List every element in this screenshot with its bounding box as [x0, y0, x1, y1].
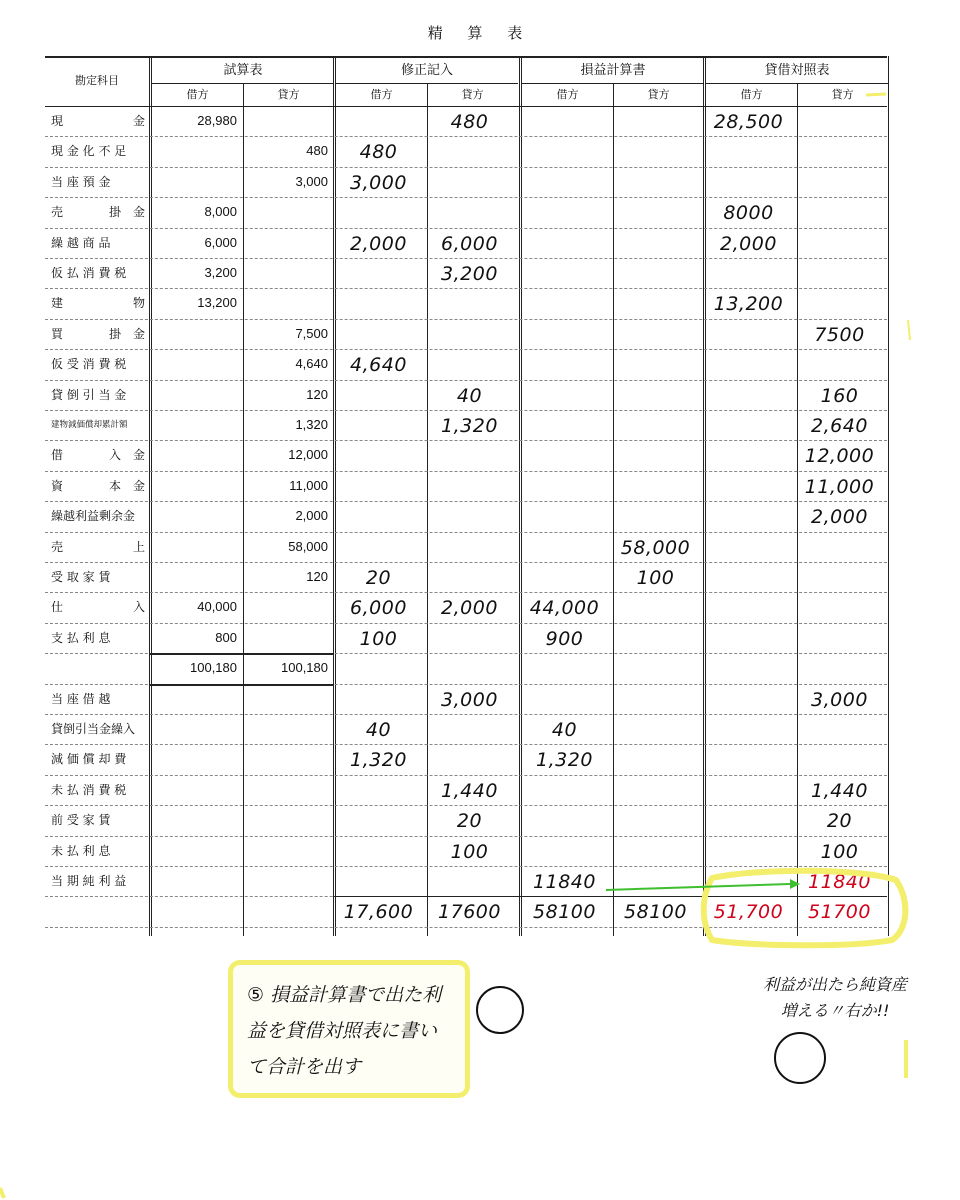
- tb-dr-value: 13,200: [197, 295, 237, 311]
- account-name: [51, 380, 145, 410]
- ad-cr-value: 3,000: [441, 688, 498, 711]
- pl-dr-value: 58100: [533, 901, 596, 924]
- total-rule: [149, 684, 333, 686]
- ad-cr-value: 480: [450, 111, 489, 133]
- group-header-ad: 修正記入: [336, 58, 518, 84]
- tb-dr-value: 100,180: [190, 660, 237, 676]
- study-note-text: ⑤ 損益計算書で出た利益を貸借対照表に書いて合計を出す: [247, 984, 442, 1078]
- side-note-text: 利益が出たら純資産増える〃右か!!: [762, 975, 907, 1020]
- table-row: [45, 167, 887, 198]
- tb-dr-value: 40,000: [197, 599, 237, 615]
- account-name-part: 仕: [51, 600, 64, 615]
- doodle-face-right: [774, 1032, 826, 1084]
- table-row: [45, 866, 887, 897]
- group-header-bs: 貸借対照表: [706, 58, 888, 84]
- account-name-part: 仮 受 消 費 税: [51, 357, 127, 372]
- account-name-part: 入: [132, 600, 145, 615]
- tb-dr-value: 6,000: [204, 234, 237, 250]
- account-name-part: 建物減価償却累計額: [51, 420, 128, 430]
- account-name: [51, 805, 145, 835]
- account-name: [51, 258, 145, 288]
- tb-cr-value: 11,000: [289, 477, 328, 493]
- table-row: [45, 623, 887, 654]
- table-row: [45, 714, 887, 745]
- pl-cr-value: 58100: [624, 901, 687, 924]
- account-name: [51, 592, 145, 622]
- yellow-mark-bottom: [0, 1188, 4, 1198]
- tb-cr-value: 4,640: [295, 356, 328, 372]
- bs-cr-value: 100: [820, 840, 859, 863]
- table-row: [45, 501, 887, 532]
- account-name: [51, 197, 145, 227]
- bs-cr-value: 160: [820, 384, 859, 407]
- account-name-part: 貸 倒 引 当 金: [51, 387, 127, 402]
- bs-dr-value: 28,500: [713, 111, 784, 133]
- pl-cr-value: 58,000: [620, 536, 691, 559]
- bs-dr-value: 8000: [723, 202, 774, 225]
- ad-cr-value: 3,200: [441, 263, 498, 285]
- table-row: [45, 106, 887, 137]
- worksheet-table: [45, 56, 887, 936]
- pl-dr-value: 1,320: [536, 749, 593, 772]
- bs-dr-value: 13,200: [713, 293, 784, 316]
- table-row: [45, 684, 887, 715]
- table-row: [45, 896, 887, 927]
- tb-cr-value: 3,000: [295, 173, 328, 189]
- ad-cr-value: 17600: [438, 901, 501, 924]
- account-name: [51, 532, 145, 562]
- tb-cr-value: 1,320: [295, 417, 328, 432]
- tb-cr-value: 58,000: [288, 538, 328, 554]
- table-row: [45, 349, 887, 380]
- ad-dr-value: 6,000: [350, 597, 407, 620]
- table-row: [45, 805, 887, 836]
- table-row: [45, 197, 887, 228]
- pl-dr-value: 900: [545, 627, 584, 650]
- table-row: [45, 836, 887, 867]
- account-name-part: 当 期 純 利 益: [51, 874, 127, 888]
- table-row: [45, 319, 887, 350]
- ad-dr-value: 1,320: [350, 749, 407, 772]
- group-header-pl: 損益計算書: [522, 58, 704, 84]
- account-name: [51, 440, 145, 470]
- ad-dr-value: 17,600: [343, 901, 414, 924]
- account-name-part: 入 金: [108, 448, 145, 463]
- bs-cr-value: 11840: [808, 871, 871, 893]
- account-name-part: 掛 金: [108, 205, 145, 220]
- bs-cr-value: 2,640: [811, 415, 868, 437]
- tb-cr-value: 7,500: [295, 325, 328, 341]
- bs-cr-value: 3,000: [811, 688, 868, 711]
- account-name: [51, 775, 145, 805]
- account-name-part: 貸倒引当金繰入: [51, 722, 136, 736]
- ad-dr-value: 3,000: [350, 171, 407, 194]
- total-rule: [149, 653, 333, 655]
- account-name-part: 受 取 家 賃: [51, 570, 111, 584]
- ad-cr-value: 6,000: [441, 232, 498, 255]
- account-name: [51, 106, 145, 136]
- table-row: [45, 532, 887, 563]
- table-row: [45, 744, 887, 775]
- ad-cr-value: 1,440: [441, 779, 498, 802]
- account-name: [51, 744, 145, 774]
- account-name: [51, 228, 145, 258]
- account-column-header: 勘定科目: [75, 74, 119, 87]
- account-name-part: 上: [132, 539, 145, 554]
- account-name-part: 借: [51, 448, 64, 463]
- ad-debit-header: 借方: [370, 88, 393, 101]
- pl-debit-header: 借方: [556, 88, 579, 101]
- group-header-tb: 試算表: [152, 58, 334, 84]
- account-name-part: 買: [51, 326, 64, 341]
- account-name: [51, 288, 145, 318]
- pl-dr-value: 11840: [533, 871, 596, 893]
- tb-cr-value: 120: [306, 386, 328, 402]
- ad-dr-value: 100: [359, 627, 398, 650]
- account-name-part: 前 受 家 賃: [51, 813, 111, 828]
- table-row: [45, 562, 887, 593]
- bs-cr-value: 7500: [814, 323, 865, 346]
- account-name-part: 現: [51, 114, 64, 128]
- ad-cr-value: 40: [456, 384, 483, 407]
- ad-credit-header: 貸方: [461, 88, 484, 101]
- account-name: [51, 319, 145, 349]
- ad-dr-value: 40: [365, 719, 392, 741]
- ad-cr-value: 1,320: [441, 415, 498, 437]
- account-name-part: 未 払 消 費 税: [51, 782, 127, 797]
- bs-credit-header: 貸方: [831, 88, 854, 101]
- tb-debit-header: 借方: [186, 88, 209, 101]
- yellow-mark-right: [908, 320, 910, 340]
- account-name-part: 掛 金: [108, 326, 145, 341]
- tb-dr-value: 28,980: [197, 113, 237, 128]
- tb-cr-value: 100,180: [281, 660, 328, 676]
- ad-cr-value: 100: [450, 840, 489, 863]
- tb-credit-header: 貸方: [277, 88, 300, 101]
- account-name: [51, 471, 145, 501]
- account-name-part: 当 座 借 越: [51, 691, 111, 706]
- ad-dr-value: 20: [365, 567, 392, 589]
- bs-dr-value: 51,700: [713, 901, 784, 924]
- account-name-part: 当 座 預 金: [51, 174, 111, 189]
- study-note-box: [228, 960, 470, 1098]
- bs-debit-header: 借方: [740, 88, 763, 101]
- account-name: [51, 653, 145, 683]
- pl-dr-value: 44,000: [529, 597, 600, 620]
- account-name-part: 売: [51, 205, 64, 220]
- account-name: [51, 410, 145, 440]
- bs-cr-value: 2,000: [811, 506, 868, 529]
- account-name: [51, 623, 145, 653]
- table-row: [45, 228, 887, 259]
- table-row: [45, 775, 887, 806]
- ad-dr-value: 480: [359, 141, 398, 164]
- ad-dr-value: 2,000: [350, 232, 407, 255]
- account-name-part: 建: [51, 296, 64, 311]
- ad-cr-value: 20: [456, 810, 483, 833]
- grand-total-rule: [333, 896, 887, 897]
- table-row: [45, 653, 887, 684]
- pl-credit-header: 貸方: [647, 88, 670, 101]
- account-name-part: 資: [51, 478, 64, 493]
- tb-dr-value: 800: [215, 629, 237, 645]
- account-name-part: 繰越利益剰余金: [51, 509, 136, 524]
- account-name: [51, 896, 145, 926]
- doodle-face-left: [476, 986, 524, 1034]
- bs-cr-value: 12,000: [804, 445, 875, 468]
- table-row: [45, 440, 887, 471]
- account-name: [51, 167, 145, 197]
- bs-cr-value: 1,440: [811, 779, 868, 802]
- account-name-part: 現 金 化 不 足: [51, 144, 127, 159]
- account-name: [51, 501, 145, 531]
- tb-dr-value: 3,200: [204, 265, 237, 280]
- pl-dr-value: 40: [551, 719, 578, 741]
- bs-cr-value: 11,000: [804, 475, 875, 498]
- account-name: [51, 836, 145, 866]
- table-row: [45, 471, 887, 502]
- ad-cr-value: 2,000: [441, 597, 498, 620]
- table-row: [45, 380, 887, 411]
- ad-dr-value: 4,640: [350, 354, 407, 377]
- account-name: [51, 349, 145, 379]
- tb-dr-value: 8,000: [204, 204, 237, 220]
- account-name-part: 仮 払 消 費 税: [51, 266, 127, 280]
- account-name: [51, 684, 145, 714]
- account-name-part: 本 金: [108, 478, 145, 493]
- account-name-part: 支 払 利 息: [51, 630, 111, 645]
- tb-cr-value: 480: [306, 143, 328, 159]
- tb-cr-value: 12,000: [288, 447, 328, 463]
- account-name: [51, 562, 145, 592]
- account-name-part: 金: [132, 114, 145, 128]
- table-row: [45, 258, 887, 289]
- tb-cr-value: 120: [306, 569, 328, 584]
- account-name: [51, 866, 145, 896]
- tb-cr-value: 2,000: [295, 508, 328, 524]
- account-name-part: 未 払 利 息: [51, 843, 111, 858]
- bs-dr-value: 2,000: [720, 232, 777, 255]
- account-name-part: 物: [132, 296, 145, 311]
- account-name: [51, 136, 145, 166]
- table-row: [45, 410, 887, 441]
- bs-cr-value: 20: [826, 810, 853, 833]
- sheet-title: 精 算 表: [427, 24, 533, 42]
- pl-cr-value: 100: [636, 567, 675, 589]
- table-row: [45, 136, 887, 167]
- bs-cr-value: 51700: [808, 901, 871, 924]
- account-name-part: 売: [51, 539, 64, 554]
- account-name-part: 繰 越 商 品: [51, 235, 111, 250]
- right-edge: [888, 56, 889, 936]
- account-name-part: 減 価 償 却 費: [51, 752, 127, 767]
- account-name: [51, 714, 145, 744]
- table-row: [45, 288, 887, 319]
- table-row: [45, 592, 887, 623]
